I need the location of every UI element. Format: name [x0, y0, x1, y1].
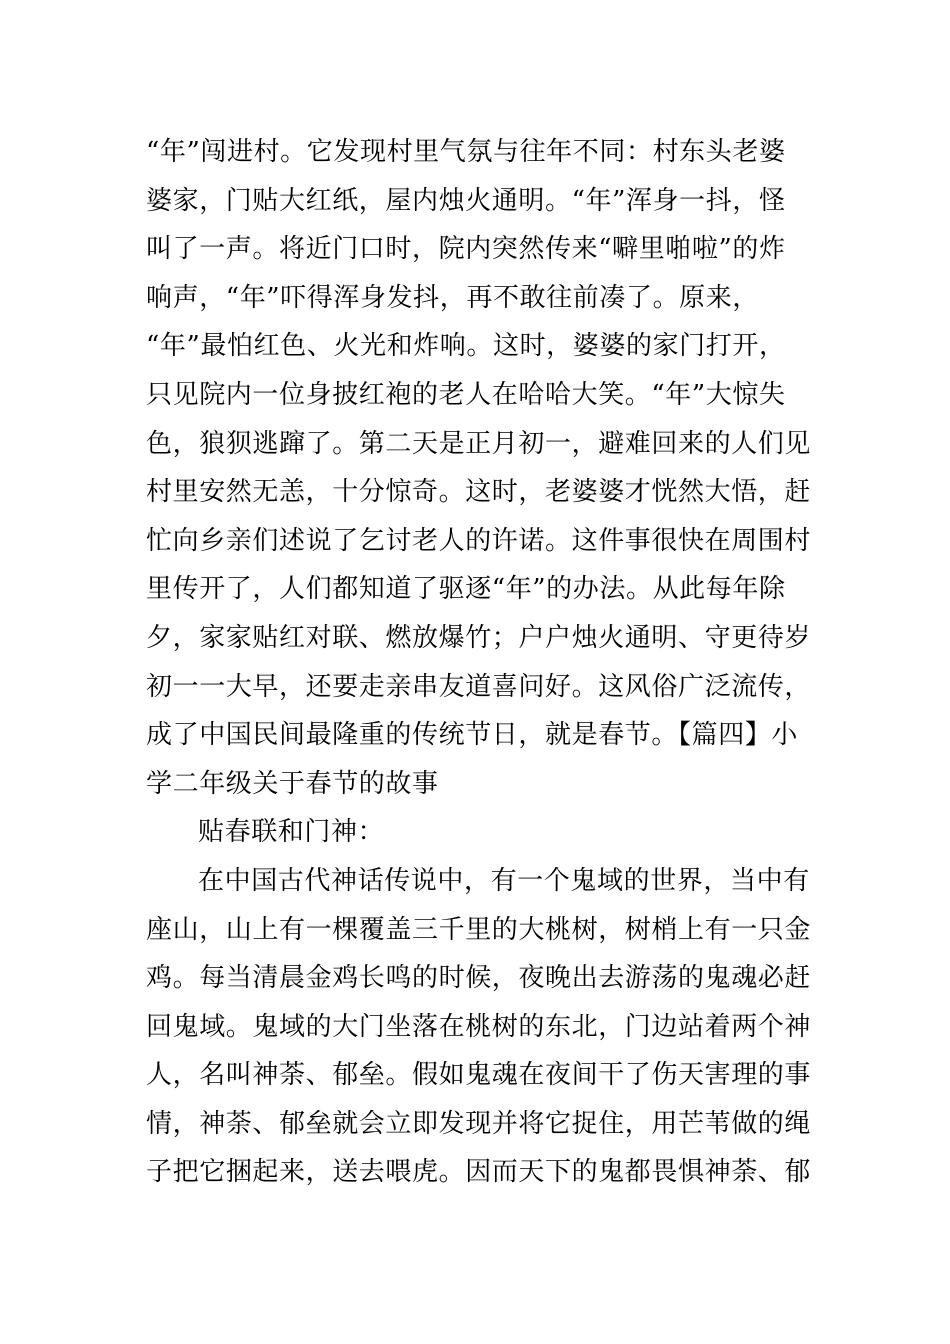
text-line: 婆家，门贴大红纸，屋内烛火通明。“年”浑身一抖，怪 — [146, 185, 786, 216]
body-text — [146, 128, 816, 1197]
text-line: “年”闯进村。它发现村里气氛与往年不同：村东头老婆 — [146, 137, 786, 167]
text-line: 成了中国民间最隆重的传统节日，就是春节。【篇四】小 — [146, 720, 799, 751]
text-line: “年”最怕红色、火光和炸响。这时，婆婆的家门打开， — [146, 331, 786, 362]
text-line: 色，狼狈逃蹿了。第二天是正月初一，避难回来的人们见 — [146, 428, 812, 459]
text-line: 忙向乡亲们述说了乞讨老人的许诺。这件事很快在周围村 — [146, 525, 812, 556]
text-line: 人，名叫神荼、郁垒。假如鬼魂在夜间干了伤天害理的事 — [146, 1060, 812, 1091]
text-line: 里传开了，人们都知道了驱逐“年”的办法。从此每年除 — [146, 574, 786, 605]
text-line: 子把它捆起来，送去喂虎。因而天下的鬼都畏惧神荼、郁 — [146, 1157, 812, 1188]
text-line: 村里安然无恙，十分惊奇。这时，老婆婆才恍然大悟，赶 — [146, 477, 812, 508]
section-heading: 贴春联和门神： — [198, 817, 385, 848]
text-line: 只见院内一位身披红袍的老人在哈哈大笑。“年”大惊失 — [146, 379, 786, 410]
text-line: 叫了一声。将近门口时，院内突然传来“噼里啪啦”的炸 — [146, 234, 786, 265]
paragraph-first-line: 在中国古代神话传说中，有一个鬼域的世界，当中有 — [198, 865, 810, 896]
text-line: 座山，山上有一棵覆盖三千里的大桃树，树梢上有一只金 — [146, 914, 812, 945]
text-line: 响声，“年”吓得浑身发抖，再不敢往前凑了。原来， — [146, 282, 759, 313]
text-line: 夕，家家贴红对联、燃放爆竹；户户烛火通明、守更待岁 — [146, 622, 812, 653]
text-line: 回鬼域。鬼域的大门坐落在桃树的东北，门边站着两个神 — [146, 1011, 812, 1042]
text-line: 初一一大早，还要走亲串友道喜问好。这风俗广泛流传， — [146, 671, 812, 702]
text-line: 情，神荼、郁垒就会立即发现并将它捉住，用芒苇做的绳 — [146, 1108, 812, 1139]
text-line: 鸡。每当清晨金鸡长鸣的时候，夜晚出去游荡的鬼魂必赶 — [146, 963, 812, 994]
text-line: 学二年级关于春节的故事 — [146, 768, 439, 799]
